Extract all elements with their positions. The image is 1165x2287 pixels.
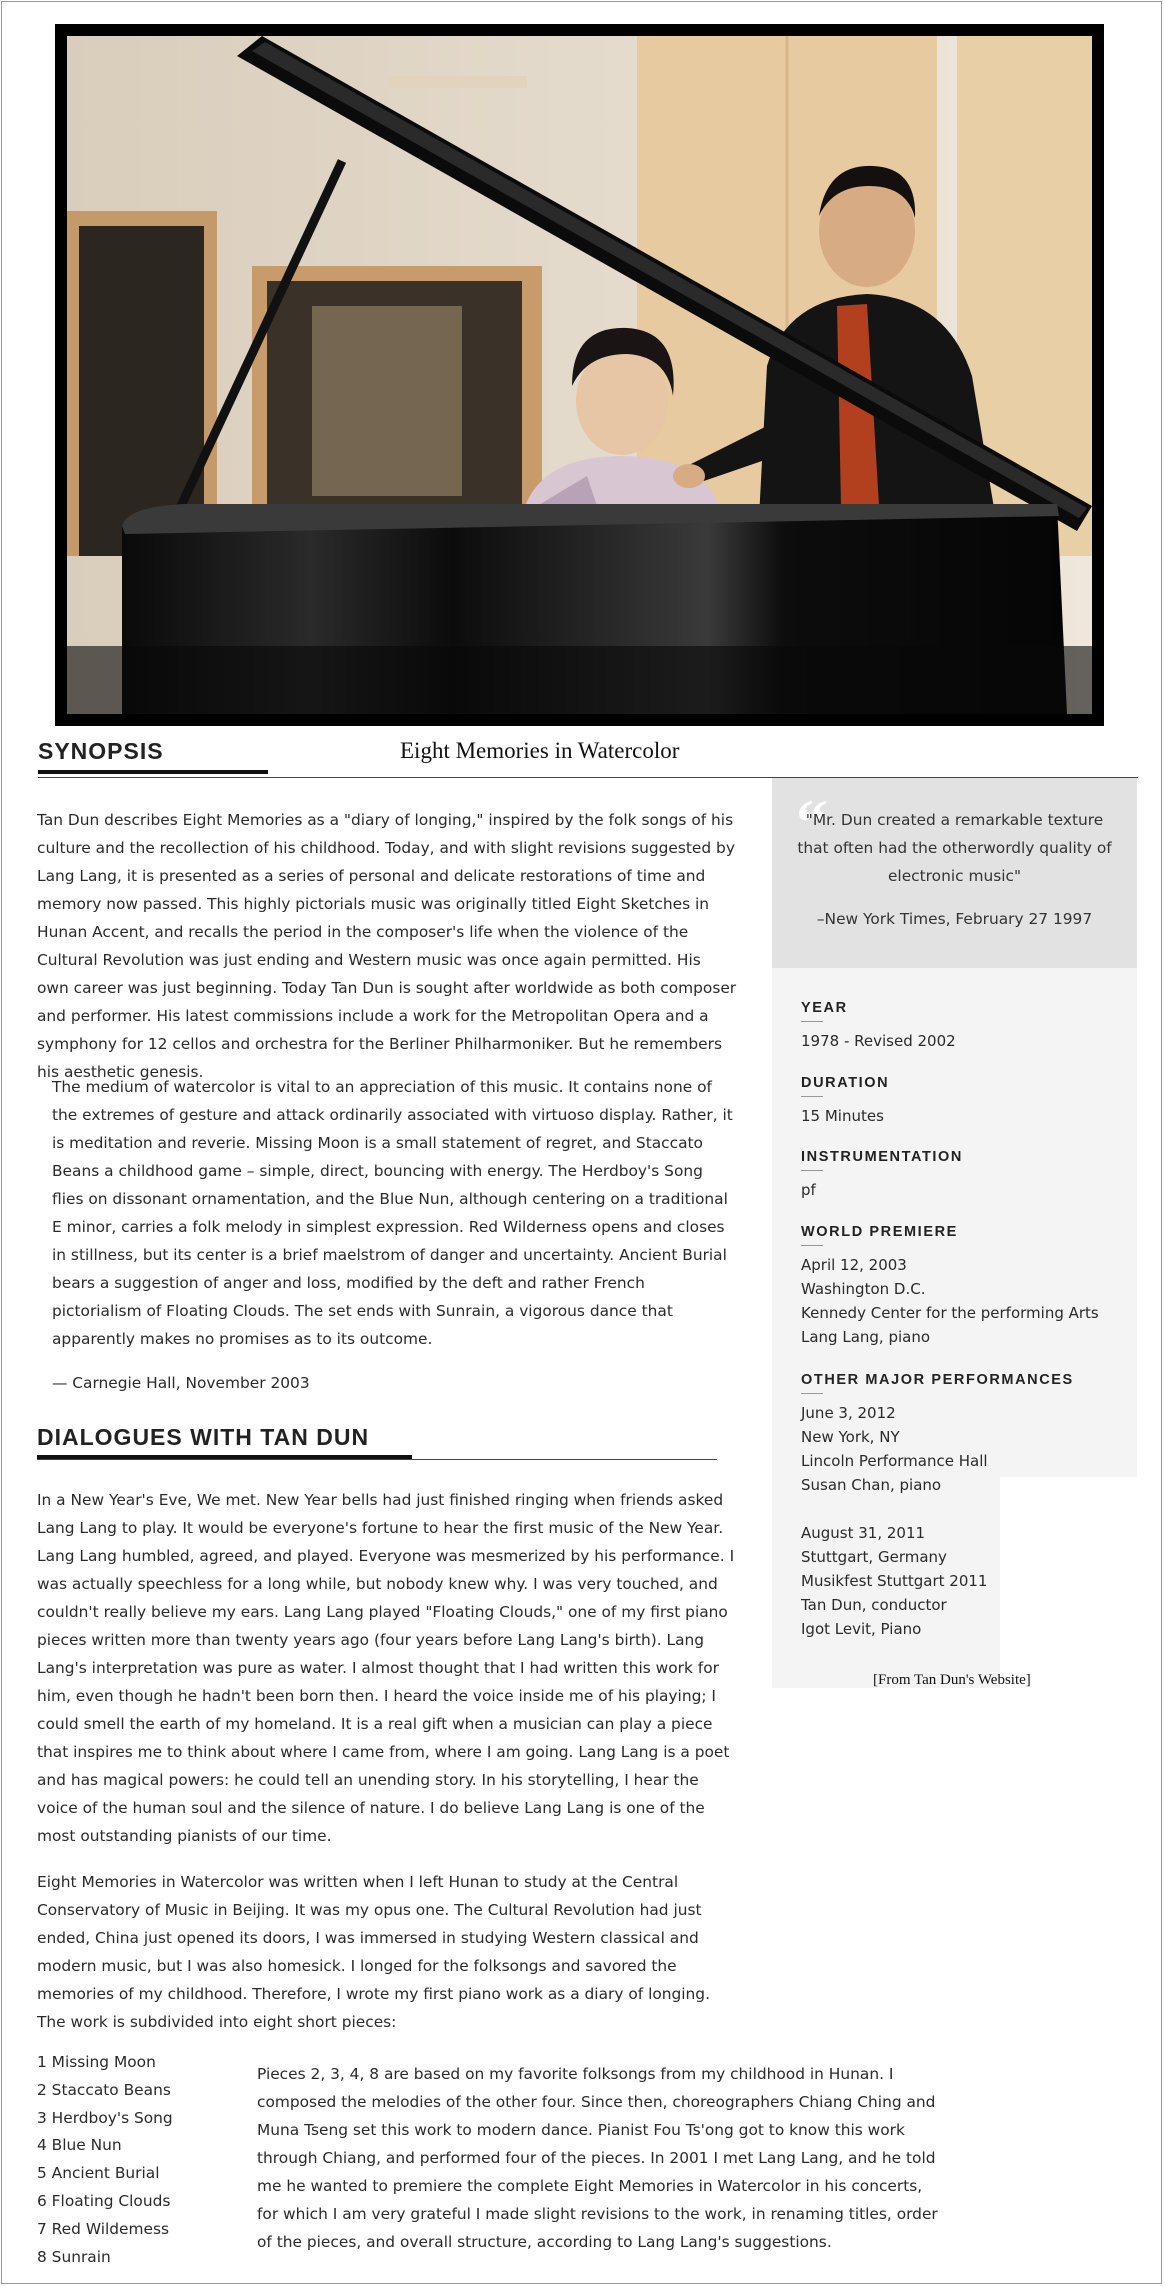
duration-label: DURATION xyxy=(801,1075,890,1091)
world-premiere-label: WORLD PREMIERE xyxy=(801,1224,958,1240)
dialogues-divider xyxy=(37,1459,717,1460)
source-note: [From Tan Dun's Website] xyxy=(873,1672,1031,1688)
list-item: 5 Ancient Burial xyxy=(37,2164,160,2183)
piece-list xyxy=(37,2049,173,2271)
press-quote-text: "Mr. Dun created a remarkable texture that often had the otherwordly quality of electronic music" xyxy=(797,811,1112,885)
premiere-performer: Lang Lang, piano xyxy=(801,1328,931,1346)
list-item: 8 Sunrain xyxy=(37,2247,111,2266)
dialogues-heading: DIALOGUES WITH TAN DUN xyxy=(37,1424,370,1450)
dialogue-paragraph-1: In a New Year's Eve, We met. New Year bells had just finished ringing when friends asked Lang Lang to play. It would be everyone's fortune to hear the first music of the New Year. Lang Lang humbled, agreed, and played. Everyone was mesmerized by his performance. I was actually speechless for a long while, but nobody knew why. I was very touched, and couldn't really believe my ears. Lang Lang played "Floating Clouds," one of my first piano pieces written more than twenty years ago (four years before Lang Lang's birth). Lang Lang's interpretation was pure as water. I almost thought that I had written this work for him, even though he hadn't been born then. I heard the voice inside me of his playing; I could smell the earth of my homeland. It is a real gift when a musician can play a piece that inspires me to think about where I came from, where I am going. Lang Lang is a poet and has magical powers: he could tell an unending story. In his storytelling, I hear the voice of the human soul and the silence of nature. I do believe Lang Lang is one of the most outstanding pianists of our time. xyxy=(37,1491,735,1845)
work-title: Eight Memories in Watercolor xyxy=(400,738,680,763)
quote-mark-icon: “ xyxy=(796,786,828,857)
duration-value: 15 Minutes xyxy=(801,1107,884,1125)
premiere-venue: Kennedy Center for the performing Arts xyxy=(801,1304,1099,1322)
press-quote-box xyxy=(772,778,1137,968)
performance-1-performer: Susan Chan, piano xyxy=(801,1476,942,1494)
list-item: 1 Missing Moon xyxy=(37,2053,156,2071)
quote-citation: — Carnegie Hall, November 2003 xyxy=(52,1374,310,1392)
performance-2-performer: Igot Levit, Piano xyxy=(801,1620,922,1638)
list-item: 6 Floating Clouds xyxy=(37,2191,171,2210)
press-quote-source: –New York Times, February 27 1997 xyxy=(816,910,1093,928)
list-item: 2 Staccato Beans xyxy=(37,2080,171,2099)
photo-image xyxy=(67,36,1092,714)
instrumentation-label: INSTRUMENTATION xyxy=(801,1149,964,1165)
list-item: 3 Herdboy's Song xyxy=(37,2108,173,2127)
performance-2-city: Stuttgart, Germany xyxy=(801,1548,947,1566)
watercolor-quote-paragraph: The medium of watercolor is vital to an appreciation of this music. It contains none of the extremes of gesture and attack ordinarily associated with virtuoso display. Rather, it is meditation and reverie. Missing Moon is a small statement of regret, and Staccato Beans a childhood game – simple, direct, bouncing with energy. The Herdboy's Song flies on dissonant ornamentation, and the Blue Nun, although centering on a traditional E minor, carries a folk melody in simplest expression. Red Wilderness opens and closes in stillness, but its center is a brief maelstrom of danger and uncertainty. Ancient Burial bears a suggestion of anger and loss, modified by the deft and rather French pictorialism of Floating Clouds. The set ends with Sunrain, a vigorous dance that apparently makes no promises as to its outcome. xyxy=(52,1078,733,1348)
synopsis-heading-underline xyxy=(38,770,268,774)
list-item: 4 Blue Nun xyxy=(37,2136,122,2155)
list-item: 7 Red Wildemess xyxy=(37,2219,169,2238)
performance-2-conductor: Tan Dun, conductor xyxy=(801,1596,947,1614)
duration-label-underline xyxy=(801,1096,823,1097)
dialogue-paragraph-2: Eight Memories in Watercolor was written when I left Hunan to study at the Central Conservatory of Music in Beijing. It was my opus one. The Cultural Revolution had just ended, China just opened its doors, I was immersed in studying Western classical and modern music, but I was also homesick. I longed for the folksongs and savored the memories of my childhood. Therefore, I wrote my first piano work as a diary of longing. The work is subdivided into eight short pieces: xyxy=(37,1873,710,2031)
instrumentation-label-underline xyxy=(801,1170,823,1171)
other-performances-label: OTHER MAJOR PERFORMANCES xyxy=(801,1372,1074,1388)
hero-photo xyxy=(55,24,1104,726)
piano-photo-illustration xyxy=(67,36,1092,714)
instrumentation-value: pf xyxy=(801,1181,816,1199)
year-label: YEAR xyxy=(801,1000,848,1016)
performance-1-venue: Lincoln Performance Hall xyxy=(801,1452,988,1470)
performance-2-date: August 31, 2011 xyxy=(801,1524,926,1542)
synopsis-paragraph: Tan Dun describes Eight Memories as a "diary of longing," inspired by the folk songs of his culture and the recollection of his childhood. Today, and with slight revisions suggested by Lang Lang, it is presented as a series of personal and delicate restorations of time and memory now passed. This highly pictorials music was originally titled Eight Sketches in Hunan Accent, and recalls the period in the composer's life when the violence of the Cultural Revolution was just ending and Western music was once again permitted. His own career was just beginning. Today Tan Dun is sought after worldwide as both composer and performer. His latest commissions include a work for the Metropolitan Opera and a symphony for 12 cellos and orchestra for the Berliner Philharmoniker. But he remembers his aesthetic genesis. xyxy=(37,811,737,1081)
synopsis-heading: SYNOPSIS xyxy=(38,738,164,764)
year-value: 1978 - Revised 2002 xyxy=(801,1032,956,1050)
other-performances-label-underline xyxy=(801,1393,823,1394)
year-label-underline xyxy=(801,1021,823,1022)
performance-1-date: June 3, 2012 xyxy=(801,1404,896,1422)
premiere-city: Washington D.C. xyxy=(801,1280,926,1298)
performance-1-city: New York, NY xyxy=(801,1428,900,1446)
performance-2-festival: Musikfest Stuttgart 2011 xyxy=(801,1572,988,1590)
world-premiere-label-underline xyxy=(801,1245,823,1246)
premiere-date: April 12, 2003 xyxy=(801,1256,907,1274)
pieces-paragraph: Pieces 2, 3, 4, 8 are based on my favorite folksongs from my childhood in Hunan. I composed the melodies of the other four. Since then, choreographers Chiang Ching and Muna Tseng set this work to modern dance. Pianist Fou Ts'ong got to know this work through Chiang, and performed four of the pieces. In 2001 I met Lang Lang, and he told me he wanted to premiere the complete Eight Memories in Watercolor in his concerts, for which I am very grateful I made slight revisions to the work, in renaming titles, order of the pieces, and overall structure, according to Lang Lang's suggestions. xyxy=(257,2065,938,2251)
